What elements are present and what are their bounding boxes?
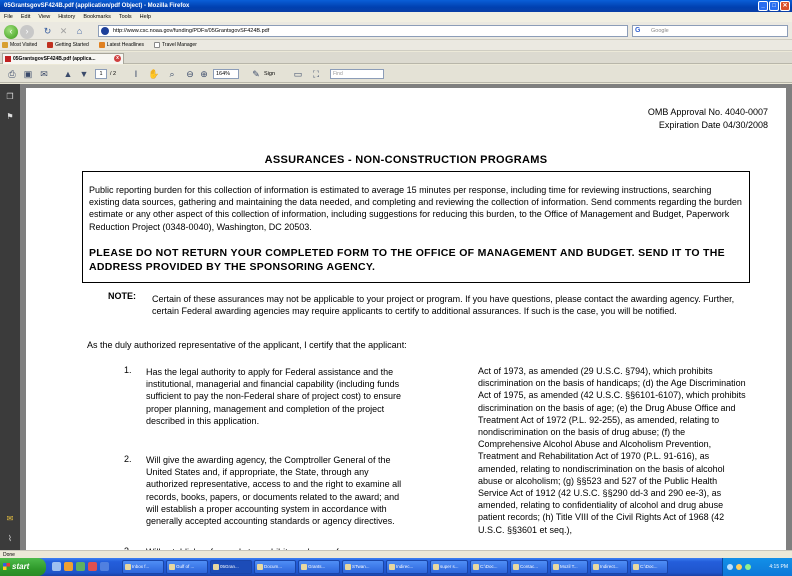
menu-edit[interactable]: Edit (20, 14, 31, 20)
print-icon[interactable]: ⎙ (8, 69, 16, 79)
reload-icon[interactable]: ↻ (43, 26, 52, 36)
tab-bar (0, 52, 792, 64)
zoom-level-select[interactable]: 164% (213, 69, 239, 79)
attachment-icon[interactable]: ⌇ (8, 534, 12, 543)
omb-block (648, 106, 768, 131)
pdf-icon (5, 56, 11, 62)
windows-logo-icon (3, 563, 10, 570)
bookmark-most-visited[interactable]: Most Visited (2, 40, 37, 50)
zoom-out-icon[interactable]: ⊖ (186, 69, 194, 79)
email-icon[interactable]: ✉ (40, 69, 48, 79)
quick-launch-icon[interactable] (88, 562, 97, 571)
forward-arrow-icon[interactable]: › (20, 25, 34, 39)
taskbar-button[interactable]: 05Gran... (210, 560, 252, 574)
zoom-in-icon[interactable]: ⊕ (200, 69, 208, 79)
column-two-text: Act of 1973, as amended (29 U.S.C. §794), which prohibits discrimination on the basis of handicaps; (d) the Age Discrimination Act of 1975, as amended (42 U.S.C. §§6101-6107), which prohibits discrimination on the basis of age; (e) the Drug Abuse Office and Treatment Act of 1972 (P.L. 92-255), as amended, relating to nondiscrimination on the basis of drug abuse; (f) the Comprehensive Alcohol Abuse and Alcoholism Prevention, Treatment and Rehabilitation Act of 1970 (P.L. 91-616), as amended, relating to nondiscrimination on the basis of alcohol abuse or alcoholism; (g) §§523 and 527 of the Public Health Service Act of 1912 (42 U.S.C. §§290 dd-3 and 290 ee-3), as amended, relating to confidentiality of alcohol and drug abuse patient records; (h) Title VIII of the Civil Rights Act of 1968 (42 U.S.C. §§3601 et seq.), (478, 366, 746, 535)
stop-icon[interactable]: ✕ (59, 26, 68, 36)
close-window-button[interactable]: ✕ (780, 1, 790, 11)
taskbar-button[interactable]: Indirect... (590, 560, 628, 574)
item-number: 1. (124, 365, 132, 375)
document-viewport[interactable] (20, 84, 792, 550)
item-text: Will give the awarding agency, the Comptroller General of the United States and, if appropriate, the State, through any authorized representative, access to and the right to examine all records, books, papers, or documents related to the award; and will establish a proper accounting system in accordance with generally accepted accounting standards or agency directives. (146, 455, 402, 527)
quick-launch-icon[interactable] (64, 562, 73, 571)
bookmark-icon (2, 42, 8, 48)
search-placeholder: Google (651, 28, 669, 34)
tray-icon[interactable] (727, 564, 733, 570)
taskbar-button[interactable]: super s... (430, 560, 468, 574)
site-favicon-icon (101, 27, 109, 35)
windows-taskbar (0, 558, 792, 576)
hand-tool-icon[interactable]: ✋ (148, 69, 160, 79)
quick-launch-icon[interactable] (100, 562, 109, 571)
maximize-button[interactable]: □ (769, 1, 779, 11)
search-input[interactable] (632, 25, 788, 37)
rss-icon (99, 42, 105, 48)
bookmarks-panel-icon[interactable]: ⚑ (6, 112, 14, 121)
menu-help[interactable]: Help (139, 14, 151, 20)
burden-statement: Public reporting burden for this collection of information is estimated to average 15 minutes per response, including time for reviewing instructions, searching existing data sources, gathering and maintaining the data needed, and completing and reviewing the collection of information. Send comments regarding the burden estimate or any other aspect of this collection of information, including suggestions for reducing this burden, to the Office of Management and Budget, Paperwork Reduction Project (0348-0040), Washington, DC 20503. (89, 185, 742, 232)
bookmark-icon (47, 42, 53, 48)
bookmark-travel-manager[interactable]: Travel Manager (154, 40, 197, 50)
omb-approval: OMB Approval No. 4040-0007 (647, 107, 768, 117)
menu-bar (0, 12, 792, 22)
quick-launch-icon[interactable] (52, 562, 61, 571)
system-tray (722, 558, 792, 576)
fit-page-icon[interactable]: ▭ (293, 69, 303, 79)
page-icon (154, 42, 160, 48)
navigation-toolbar (0, 22, 792, 40)
url-bar[interactable] (98, 25, 628, 37)
tab-pdf[interactable] (2, 53, 124, 64)
close-tab-icon[interactable]: x (114, 55, 121, 62)
note-label: NOTE: (108, 291, 136, 301)
minimize-button[interactable]: _ (758, 1, 768, 11)
note-text: Certain of these assurances may not be applicable to your project or program. If you have questions, please contact the awarding agency. Further, certain Federal awarding agencies may require applicants to certify to additional assurances. If such is the case, you will be notified. (152, 294, 735, 317)
taskbar-button[interactable]: Grants... (298, 560, 340, 574)
taskbar-button[interactable]: C:\Doc... (630, 560, 668, 574)
tray-icon[interactable] (745, 564, 751, 570)
pdf-toolbar (0, 65, 792, 83)
item-number: 2. (124, 454, 132, 464)
menu-tools[interactable]: Tools (118, 14, 132, 20)
comment-icon[interactable]: ✉ (6, 514, 14, 523)
page-count: / 2 (110, 71, 117, 77)
menu-history[interactable]: History (58, 14, 76, 20)
item-text: Has the legal authority to apply for Federal assistance and the institutional, managerial and financial capability (including funds sufficient to pay the non-Federal share of project cost) to ensure proper planning, management and completion of the project described in this application. (146, 367, 401, 426)
taskbar-button[interactable]: Contac... (510, 560, 548, 574)
url-text: http://www.csc.noaa.gov/funding/PDFs/05GrantsgovSF424B.pdf (113, 28, 270, 34)
burden-box (82, 171, 750, 283)
sign-pen-icon[interactable]: ✎ (252, 69, 260, 79)
taskbar-button[interactable]: STwan... (342, 560, 384, 574)
taskbar-button[interactable]: Inbox f... (122, 560, 164, 574)
taskbar-button[interactable]: C:\Doc... (470, 560, 508, 574)
taskbar-button[interactable]: Gulf of ... (166, 560, 208, 574)
warning-statement: PLEASE DO NOT RETURN YOUR COMPLETED FORM TO THE OFFICE OF MANAGEMENT AND BUDGET. SEND IT TO THE ADDRESS PROVIDED BY THE SPONSORING AGENCY. (89, 246, 725, 273)
bookmark-latest-headlines[interactable]: Latest Headlines (99, 40, 144, 50)
taskbar-button[interactable]: Docum... (254, 560, 296, 574)
full-screen-icon[interactable]: ⛶ (312, 69, 320, 79)
pdf-page (26, 88, 786, 558)
page-number-input[interactable]: 1 (95, 69, 107, 79)
clock[interactable]: 4:15 PM (769, 564, 788, 570)
save-icon[interactable]: ▣ (23, 69, 33, 79)
sign-button[interactable]: Sign (264, 71, 276, 77)
certify-statement: As the duly authorized representative of the applicant, I certify that the applicant: (87, 340, 407, 350)
quick-launch-icon[interactable] (76, 562, 85, 571)
home-icon[interactable]: ⌂ (76, 26, 83, 36)
expiration-date: Expiration Date 04/30/2008 (658, 119, 768, 130)
menu-view[interactable]: View (38, 14, 51, 20)
tray-icon[interactable] (736, 564, 742, 570)
find-input[interactable]: Find (330, 69, 384, 79)
next-page-icon[interactable]: ▼ (79, 69, 89, 79)
pdf-sidebar (0, 84, 20, 550)
marquee-zoom-icon[interactable]: ⌕ (169, 69, 175, 79)
pages-panel-icon[interactable]: ❐ (6, 92, 14, 101)
previous-page-icon[interactable]: ▲ (63, 69, 73, 79)
select-text-icon[interactable]: Ⅰ (134, 69, 138, 79)
taskbar-button[interactable]: Indirec... (386, 560, 428, 574)
bookmarks-toolbar (0, 40, 792, 51)
back-arrow-icon[interactable]: ‹ (4, 25, 18, 39)
start-label: start (12, 562, 30, 571)
start-button[interactable] (0, 558, 46, 576)
document-title: ASSURANCES - NON-CONSTRUCTION PROGRAMS (264, 154, 548, 166)
menu-bookmarks[interactable]: Bookmarks (83, 14, 111, 20)
title-bar (0, 0, 792, 12)
window-title: 05GrantsgovSF424B.pdf (application/pdf Object) - Mozilla Firefox (4, 3, 190, 9)
taskbar-button[interactable]: Mozil T... (550, 560, 588, 574)
google-search-icon: G (635, 27, 641, 34)
tab-label: 05GrantsgovSF424B.pdf (applica... (13, 56, 96, 62)
bookmark-getting-started[interactable]: Getting Started (47, 40, 89, 50)
status-bar: Done (0, 550, 792, 558)
menu-file[interactable]: File (4, 14, 13, 20)
